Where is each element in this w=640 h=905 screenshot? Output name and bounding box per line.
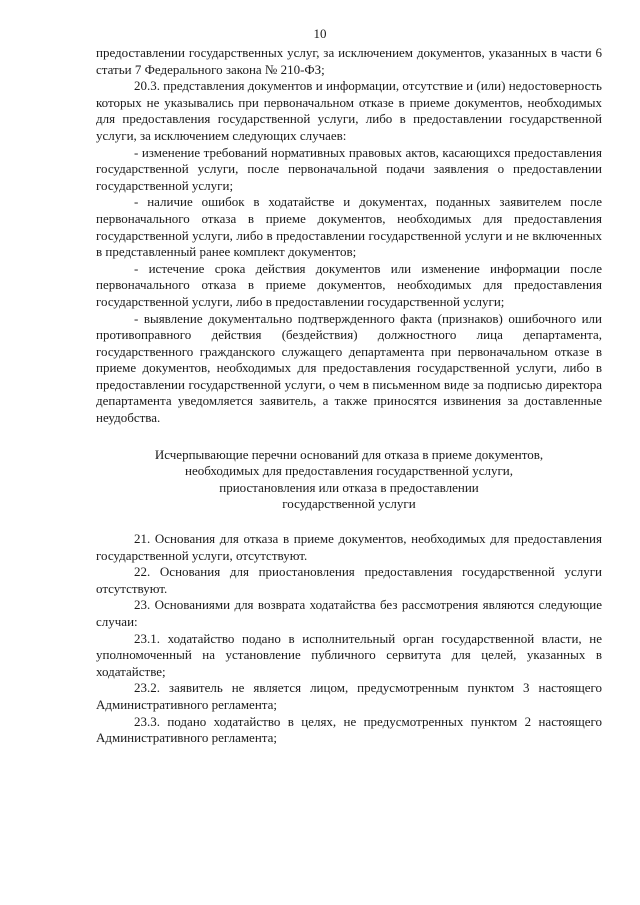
section-heading — [96, 447, 602, 513]
list-item-errors: - наличие ошибок в ходатайстве и документах, поданных заявителем после первоначального отказа в приеме документов, необходимых для предоставления государственной услуги, либо в предоставлении государственной услуги и не включенных в представленный ранее комплект документов; — [96, 194, 602, 260]
heading-line: государственной услуги — [282, 496, 416, 512]
paragraph-23-1: 23.1. ходатайство подано в исполнительный орган государственной власти, не уполномоченный на установление публичного сервитута для целей, указанных в ходатайстве; — [96, 630, 602, 679]
paragraph-23: 23. Основаниями для возврата ходатайства без рассмотрения являются следующие случаи: — [96, 597, 602, 629]
paragraph-21: 21. Основания для отказа в приеме документов, необходимых для предоставления государственной услуги, отсутствуют. — [96, 531, 602, 563]
paragraph-continuation: предоставлении государственных услуг, за исключением документов, указанных в части 6 статьи 7 Федерального закона № 210-ФЗ; — [96, 45, 602, 77]
heading-line: приостановления или отказа в предоставлении — [219, 479, 479, 495]
paragraph-23-2: 23.2. заявитель не является лицом, предусмотренным пунктом 3 настоящего Административного регламента; — [96, 680, 602, 712]
paragraph-20-3: 20.3. представления документов и информации, отсутствие и (или) недостоверность которых не указывались при первоначальном отказе в приеме документов, необходимых для предоставления государственной услуги, либо в предоставлении государственной услуги, за исключением следующих случаев: — [96, 78, 602, 143]
page-number: 10 — [313, 26, 327, 41]
document-body — [96, 45, 602, 747]
heading-line: необходимых для предоставления государственной услуги, — [184, 463, 514, 479]
heading-line: Исчерпывающие перечни оснований для отказа в приеме документов, — [154, 446, 544, 462]
list-item-violation: - выявление документально подтвержденного факта (признаков) ошибочного или противоправного действия (бездействия) должностного лица департамента, государственного гражданского служащего департамента при первоначальном отказе в приеме документов, необходимых для предоставления государственной услуги, либо в предоставлении государственной услуги, о чем в письменном виде за подписью директора департамента уведомляется заявитель, а также приносятся извинения за доставленные неудобства. — [96, 310, 602, 426]
list-item-change-requirements: - изменение требований нормативных правовых актов, касающихся предоставления государственной услуги, после первоначальной подачи заявления о предоставлении государственной услуги; — [96, 144, 602, 193]
paragraph-22: 22. Основания для приостановления предоставления государственной услуги отсутствуют. — [96, 564, 602, 596]
list-item-expiry: - истечение срока действия документов или изменение информации после первоначального отказа в приеме документов, необходимых для предоставления государственной услуги, либо в предоставлении государственной услуги; — [96, 260, 602, 309]
paragraph-23-3: 23.3. подано ходатайство в целях, не предусмотренных пунктом 2 настоящего Административного регламента; — [96, 713, 602, 746]
